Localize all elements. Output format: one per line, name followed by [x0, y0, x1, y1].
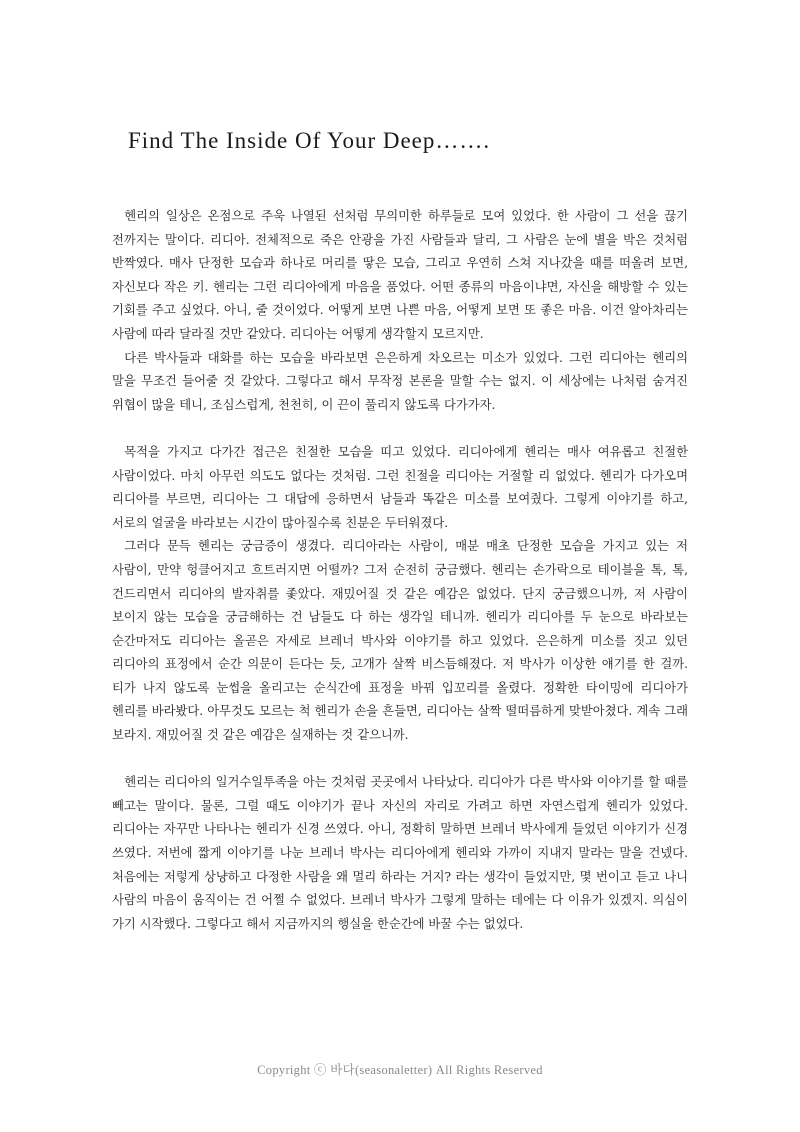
copyright-footer: Copyright ⓒ 바다(seasonaletter) All Rights Reserved: [257, 1063, 543, 1077]
paragraph-3: 목적을 가지고 다가간 접근은 친절한 모습을 띠고 있었다. 리디아에게 헨리는 매사 여유롭고 친절한 사람이었다. 마치 아무런 의도도 없다는 것처럼. 그런 친절을 리디아는 거절할 리 없었다. 헨리가 다가오며 리디아를 부르면, 리디아는 그 대답에 응하면서 남들과 똑같은 미소를 보여줬다. 그렇게 이야기를 하고, 서로의 얼굴을 바라보는 시간이 많아질수록 친분은 두터워졌다.: [112, 444, 688, 530]
paragraph-gap: [112, 417, 688, 441]
paragraph-4: 그러다 문득 헨리는 궁금증이 생겼다. 리디아라는 사람이, 매분 매초 단정한 모습을 가지고 있는 저 사람이, 만약 헝클어지고 흐트러지면 어떨까? 그저 순전히 궁금했다. 헨리는 손가락으로 테이블을 톡, 톡, 건드리면서 리디아의 발자취를 좇았다. 재밌어질 것 같은 예감은 없었다. 단지 궁금했으니까, 저 사람이 보이지 않는 모습을 궁금해하는 건 남들도 다 하는 생각일 테니까. 헨리가 리디아를 두 눈으로 바라보는 순간마저도 리디아는 올곧은 자세로 브레너 박사와 이야기를 하고 있었다. 은은하게 미소를 짓고 있던 리디아의 표정에서 순간 의문이 든다는 듯, 고개가 살짝 비스듬해졌다. 저 박사가 이상한 얘기를 한 걸까. 티가 나지 않도록 눈썹을 올리고는 순식간에 표정을 바꿔 입꼬리를 올렸다. 정확한 타이밍에 리디아가 헨리를 바라봤다. 아무것도 모르는 척 헨리가 손을 흔들면, 리디아는 살짝 떨떠름하게 맞받아쳤다. 계속 그래 보라지. 재밌어질 것 같은 예감은 실재하는 것 같으니까.: [112, 539, 688, 743]
paragraph-5: 헨리는 리디아의 일거수일투족을 아는 것처럼 곳곳에서 나타났다. 리디아가 다른 박사와 이야기를 할 때를 빼고는 말이다. 물론, 그럴 때도 이야기가 끝나 자신의 자리로 가려고 하면 자연스럽게 헨리가 있었다. 리디아는 자꾸만 나타나는 헨리가 신경 쓰였다. 아니, 정확히 말하면 브레너 박사에게 들었던 이야기가 신경 쓰였다. 저번에 짧게 이야기를 나눈 브레너 박사는 리디아에게 헨리와 가까이 지내지 말라는 말을 건넸다. 처음에는 저렇게 상냥하고 다정한 사람을 왜 멀리 하라는 거지? 라는 생각이 들었지만, 몇 번이고 듣고 나니 사람의 마음이 움직이는 건 어쩔 수 없었다. 브레너 박사가 그렇게 말하는 데에는 다 이유가 있겠지. 의심이 가기 시작했다. 그렇다고 해서 지금까지의 행실을 한순간에 바꿀 수는 없었다.: [112, 775, 688, 931]
paragraph-2: 다른 박사들과 대화를 하는 모습을 바라보면 은은하게 차오르는 미소가 있었다. 그런 리디아는 헨리의 말을 무조건 들어줄 것 같았다. 그렇다고 해서 무작정 본론을 말할 수는 없지. 이 세상에는 나처럼 숨겨진 위협이 많을 테니, 조심스럽게, 천천히, 이 끈이 풀리지 않도록 다가가자.: [112, 350, 688, 412]
body-text: [112, 205, 688, 936]
paragraph-1: 헨리의 일상은 온점으로 주욱 나열된 선처럼 무의미한 하루들로 모여 있었다. 한 사람이 그 선을 끊기 전까지는 말이다. 리디아. 전체적으로 죽은 안광을 가진 사람들과 달리, 그 사람은 눈에 별을 박은 것처럼 반짝였다. 매사 단정한 모습과 하나로 머리를 땋은 모습, 그리고 우연히 스쳐 지나갔을 때를 떠올려 보면, 자신보다 작은 키. 헨리는 그런 리디아에게 마음을 품었다. 어떤 종류의 마음이냐면, 자신을 해방할 수 있는 기회를 주고 싶었다. 아니, 줄 것이었다. 어떻게 보면 나쁜 마음, 어떻게 보면 또 좋은 마음. 이건 알아차리는 사람에 따라 달라질 것만 같았다. 리디아는 어떻게 생각할지 모르지만.: [112, 209, 688, 341]
paragraph-gap: [112, 748, 688, 772]
document-title: Find The Inside Of Your Deep…….: [128, 128, 491, 153]
